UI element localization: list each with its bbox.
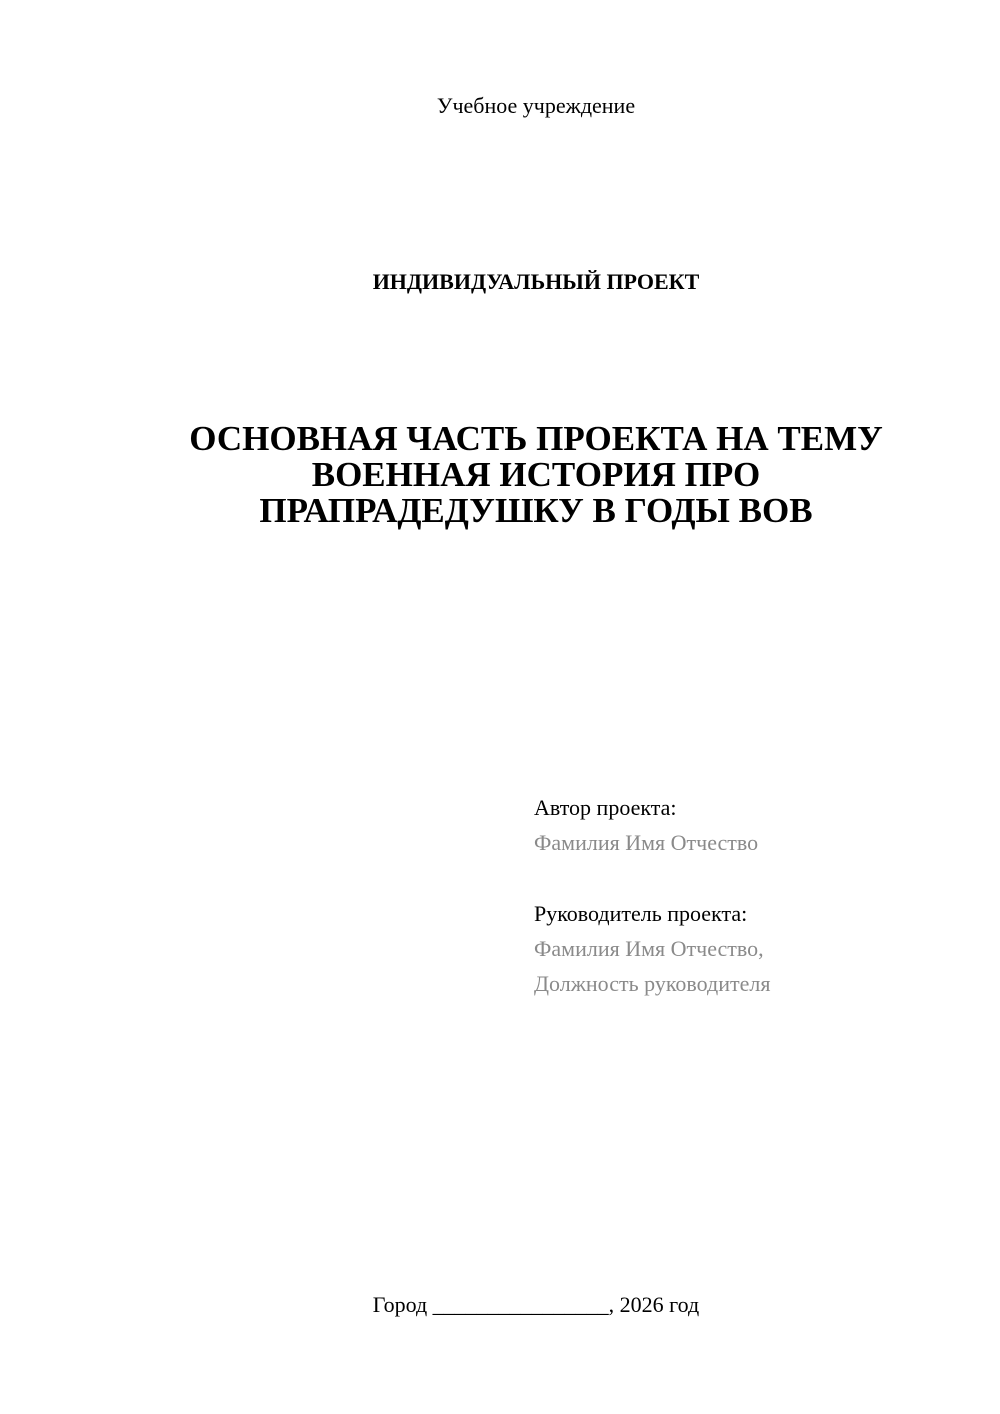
project-title-line-1: ОСНОВНАЯ ЧАСТЬ ПРОЕКТА НА ТЕМУ (189, 419, 883, 458)
authors-spacer (534, 860, 974, 896)
author-name: Фамилия Имя Отчество (534, 830, 759, 855)
project-title-line-3: ПРАПРАДЕДУШКУ В ГОДЫ ВОВ (259, 491, 813, 530)
project-type-heading: ИНДИВИДУАЛЬНЫЙ ПРОЕКТ (372, 269, 700, 294)
supervisor-label: Руководитель проекта: (534, 901, 748, 926)
project-title (140, 421, 932, 529)
author-label: Автор проекта: (534, 795, 677, 820)
project-title-line-2: ВОЕННАЯ ИСТОРИЯ ПРО (311, 455, 761, 494)
city-year-footer: Город ________________, 2026 год (372, 1292, 700, 1317)
authors-block (534, 790, 974, 1001)
institution-name: Учебное учреждение (436, 93, 636, 118)
supervisor-position: Должность руководителя (534, 971, 771, 996)
supervisor-name: Фамилия Имя Отчество, (534, 936, 764, 961)
